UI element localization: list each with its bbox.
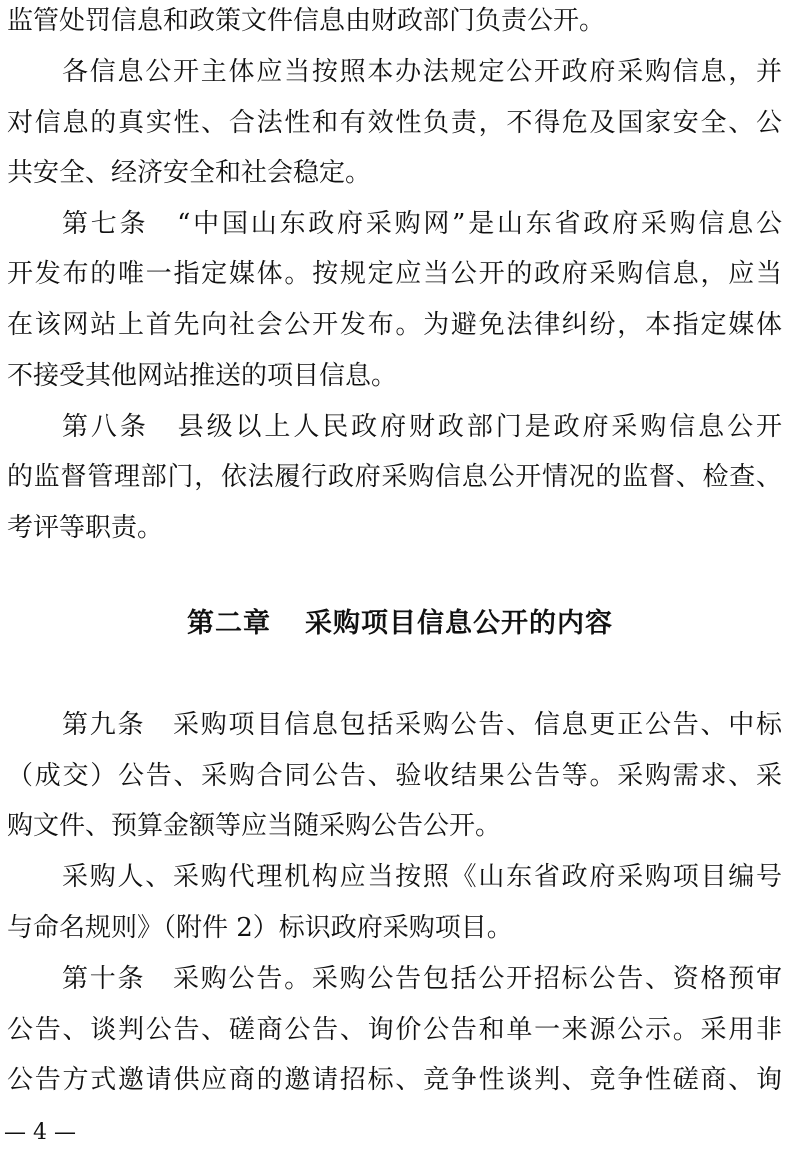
paragraph-line: 开发布的唯一指定媒体。按规定应当公开的政府采购信息，应当 (7, 259, 782, 289)
paragraph-line: 在该网站上首先向社会公开发布。为避免法律纠纷，本指定媒体 (7, 310, 782, 340)
article-10-line: 第十条 采购公告。采购公告包括公开招标公告、资格预审 (62, 964, 782, 994)
paragraph-line: 与命名规则》（附件 2）标识政府采购项目。 (7, 913, 513, 943)
page-number: — 4 — (4, 1120, 76, 1145)
paragraph-line: 公告方式邀请供应商的邀请招标、竞争性谈判、竞争性磋商、询 (7, 1065, 782, 1095)
paragraph-line: （成交）公告、采购合同公告、验收结果公告等。采购需求、采 (7, 761, 782, 791)
chapter-heading (0, 602, 800, 646)
paragraph-line: 对信息的真实性、合法性和有效性负责，不得危及国家安全、公 (7, 108, 782, 138)
article-8-line: 第八条 县级以上人民政府财政部门是政府采购信息公开 (62, 412, 782, 442)
paragraph-line: 购文件、预算金额等应当随采购公告公开。 (7, 811, 502, 841)
paragraph-line: 各信息公开主体应当按照本办法规定公开政府采购信息，并 (62, 57, 782, 87)
chapter-number: 第二章 (187, 608, 271, 639)
article-9-line: 第九条 采购项目信息包括采购公告、信息更正公告、中标 (62, 710, 782, 740)
paragraph-line: 采购人、采购代理机构应当按照《山东省政府采购项目编号 (62, 862, 782, 892)
paragraph-line: 监管处罚信息和政策文件信息由财政部门负责公开。 (7, 6, 606, 36)
paragraph-line: 公告、谈判公告、磋商公告、询价公告和单一来源公示。采用非 (7, 1015, 782, 1045)
paragraph-line: 的监督管理部门，依法履行政府采购信息公开情况的监督、检查、 (7, 462, 782, 492)
article-7-line: 第七条 “中国山东政府采购网”是山东省政府采购信息公 (62, 209, 782, 239)
chapter-title: 采购项目信息公开的内容 (305, 608, 613, 639)
paragraph-line: 考评等职责。 (7, 513, 164, 543)
paragraph-line: 共安全、经济安全和社会稳定。 (7, 158, 372, 188)
paragraph-line: 不接受其他网站推送的项目信息。 (7, 361, 398, 391)
